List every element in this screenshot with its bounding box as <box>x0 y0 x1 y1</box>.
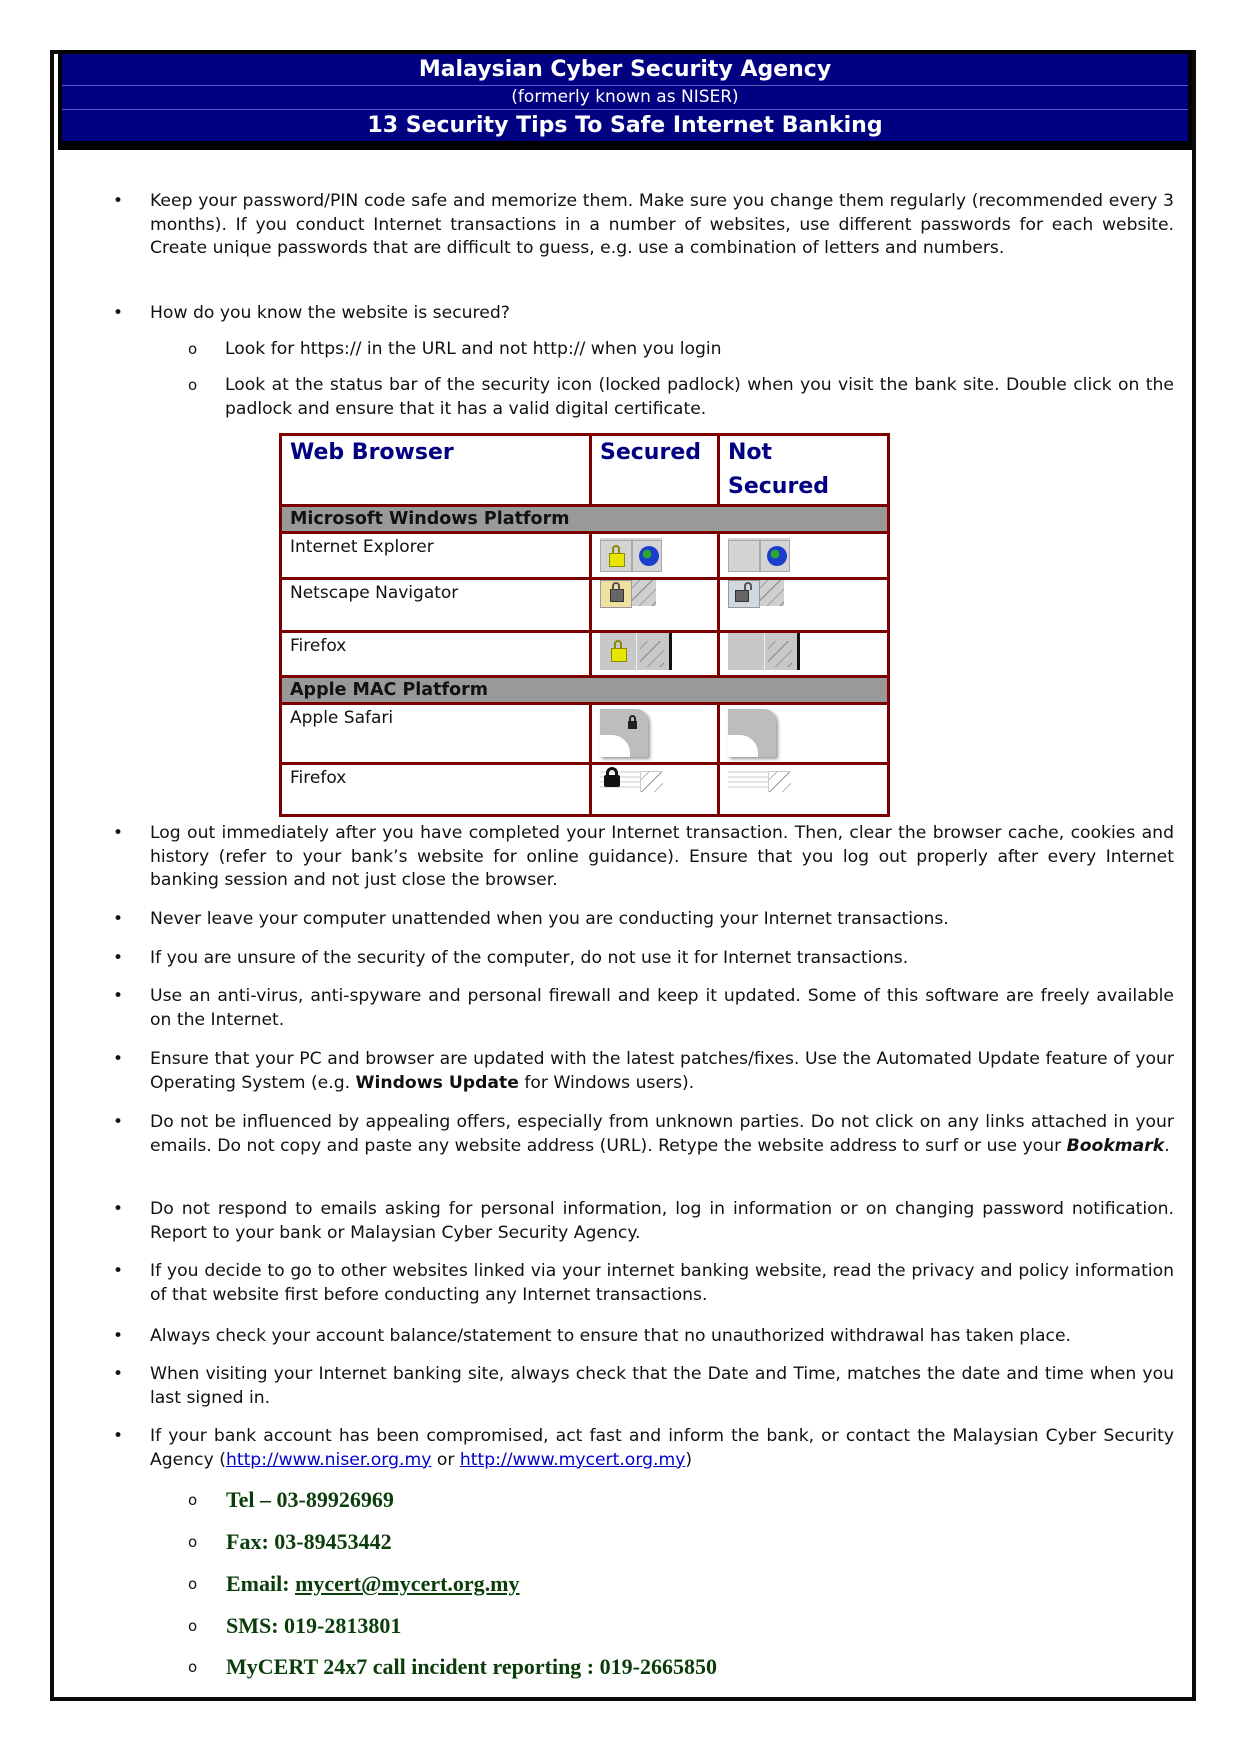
sub-bullet-icon: o <box>188 1575 198 1593</box>
table-row <box>281 579 889 632</box>
not-secured-cell <box>719 632 889 677</box>
table-header-row <box>281 435 889 506</box>
bullet-icon: • <box>113 1261 124 1281</box>
col-header-not-secured: Not Secured <box>719 435 889 506</box>
table-row <box>281 764 889 816</box>
email-link[interactable]: mycert@mycert.org.my <box>295 1571 520 1596</box>
tip-text: for Windows users). <box>518 1072 695 1093</box>
agency-subtitle: (formerly known as NISER) <box>62 86 1188 110</box>
page-title: 13 Security Tips To Safe Internet Banking <box>367 113 883 138</box>
tip-padlock: Look at the status bar of the security icon (locked padlock) when you visit the bank site. Double click on the padlock and ensure that it has a valid digital certificate. <box>225 375 1174 419</box>
tip-updates <box>150 1048 1174 1095</box>
secured-cell <box>591 533 719 579</box>
sub-bullet-icon: o <box>188 376 198 394</box>
browser-name: Firefox <box>281 764 591 816</box>
browser-security-table <box>279 433 890 817</box>
not-secured-cell <box>719 764 889 816</box>
tip-balance: Always check your account balance/statement to ensure that no unauthorized withdrawal has taken place. <box>150 1326 1072 1346</box>
bullet-icon: • <box>113 1326 124 1346</box>
platform-row-mac <box>281 677 889 704</box>
browser-name: Internet Explorer <box>281 533 591 579</box>
platform-row-windows <box>281 506 889 533</box>
tip-text: If your bank account has been compromised, act fast and inform the bank, or contact the Malaysian Cyber Security Agency ( <box>150 1426 1174 1470</box>
bullet-icon: • <box>113 303 124 323</box>
windows-update-term: Windows Update <box>355 1072 519 1093</box>
netscape-open-padlock-icon <box>728 580 786 606</box>
firefox-mac-locked-padlock-icon <box>600 771 663 792</box>
bullet-icon: • <box>113 191 124 211</box>
contact-tel: Tel – 03-89926969 <box>226 1487 394 1512</box>
tip-text: ) <box>685 1449 693 1470</box>
tip-logout: Log out immediately after you have completed your Internet transaction. Then, clear the browser cache, cookies and history (refer to your bank’s website for online guidance). Ensure that you log out properly after every Internet banking session and not just close the browser. <box>150 823 1174 890</box>
table-row <box>281 533 889 579</box>
secured-cell <box>591 579 719 632</box>
table-row <box>281 632 889 677</box>
tip-website-secured: How do you know the website is secured? <box>150 303 510 323</box>
col-header-browser: Web Browser <box>281 435 591 506</box>
secured-cell <box>591 764 719 816</box>
ie-unlocked-status-icon <box>728 538 790 572</box>
tip-unattended: Never leave your computer unattended when you are conducting your Internet transactions. <box>150 909 949 929</box>
tip-compromised <box>150 1425 1174 1472</box>
header-banner <box>62 54 1188 141</box>
netscape-locked-padlock-icon <box>600 580 658 606</box>
browser-name: Netscape Navigator <box>281 579 591 632</box>
tip-date-time: When visiting your Internet banking site, always check that the Date and Time, matches the date and time when you last signed in. <box>150 1364 1174 1408</box>
safari-no-padlock-icon <box>728 709 776 757</box>
niser-link[interactable]: http://www.niser.org.my <box>225 1449 432 1470</box>
table-row <box>281 704 889 764</box>
safari-locked-padlock-icon <box>600 709 648 757</box>
sub-bullet-icon: o <box>188 1617 198 1635</box>
sub-bullet-icon: o <box>188 1533 198 1551</box>
sub-bullet-icon: o <box>188 1658 198 1676</box>
agency-title: Malaysian Cyber Security Agency <box>62 54 1188 86</box>
bullet-icon: • <box>113 823 124 843</box>
bullet-icon: • <box>113 986 124 1006</box>
tip-text: . <box>1164 1135 1170 1156</box>
tip-text: or <box>431 1449 460 1470</box>
contact-fax: Fax: 03-89453442 <box>226 1529 392 1554</box>
tip-antivirus: Use an anti-virus, anti-spyware and personal firewall and keep it updated. Some of this software are freely available on the Internet. <box>150 986 1174 1030</box>
platform-label: Apple MAC Platform <box>281 677 889 704</box>
bullet-icon: • <box>113 909 124 929</box>
tip-https: Look for https:// in the URL and not http:// when you login <box>225 339 722 359</box>
bullet-icon: • <box>113 1364 124 1384</box>
contact-sms: SMS: 019-2813801 <box>226 1613 402 1638</box>
firefox-win-locked-padlock-icon <box>600 633 672 670</box>
col-header-secured: Secured <box>591 435 719 506</box>
sub-bullet-icon: o <box>188 1491 198 1509</box>
browser-name: Firefox <box>281 632 591 677</box>
ie-locked-padlock-status-icon <box>600 538 662 572</box>
bookmark-term: Bookmark <box>1066 1135 1165 1156</box>
sub-bullet-icon: o <box>188 340 198 358</box>
firefox-mac-no-padlock-icon <box>728 771 791 792</box>
tip-phishing: Do not respond to emails asking for personal information, log in information or on changing password notification. Report to your bank or Malaysian Cyber Security Agency. <box>150 1199 1174 1243</box>
not-secured-cell <box>719 533 889 579</box>
platform-label: Microsoft Windows Platform <box>281 506 889 533</box>
not-secured-cell <box>719 579 889 632</box>
tip-unsure-computer: If you are unsure of the security of the computer, do not use it for Internet transactions. <box>150 948 909 968</box>
contact-mycert-hotline: MyCERT 24x7 call incident reporting : 019-2665850 <box>226 1654 717 1679</box>
secured-cell <box>591 632 719 677</box>
contact-email <box>226 1570 520 1598</box>
tip-text: Ensure that your PC and browser are updated with the latest patches/fixes. Use the Automated Update feature of your Operating System (e.g. <box>150 1049 1174 1093</box>
tip-text: Do not be influenced by appealing offers, especially from unknown parties. Do not click on any links attached in your emails. Do not copy and paste any website address (URL). Retype the website address to surf or use your <box>150 1112 1174 1156</box>
secured-cell <box>591 704 719 764</box>
bullet-icon: • <box>113 1426 124 1446</box>
firefox-win-no-padlock-icon <box>728 633 800 670</box>
email-label: Email: <box>226 1571 296 1596</box>
tip-linked-sites: If you decide to go to other websites linked via your internet banking website, read the privacy and policy information of that website first before conducting any Internet transactions. <box>150 1261 1174 1305</box>
tip-offers <box>150 1111 1174 1158</box>
bullet-icon: • <box>113 1049 124 1069</box>
bullet-icon: • <box>113 1112 124 1132</box>
bullet-icon: • <box>113 1199 124 1219</box>
bullet-icon: • <box>113 948 124 968</box>
tip-password: Keep your password/PIN code safe and memorize them. Make sure you change them regularly (recommended every 3 months). If you conduct Internet transactions in a number of websites, use different passwords for each website. Create unique passwords that are difficult to guess, e.g. use a combination of letters and numbers. <box>150 191 1174 258</box>
browser-name: Apple Safari <box>281 704 591 764</box>
not-secured-cell <box>719 704 889 764</box>
mycert-link[interactable]: http://www.mycert.org.my <box>459 1449 686 1470</box>
